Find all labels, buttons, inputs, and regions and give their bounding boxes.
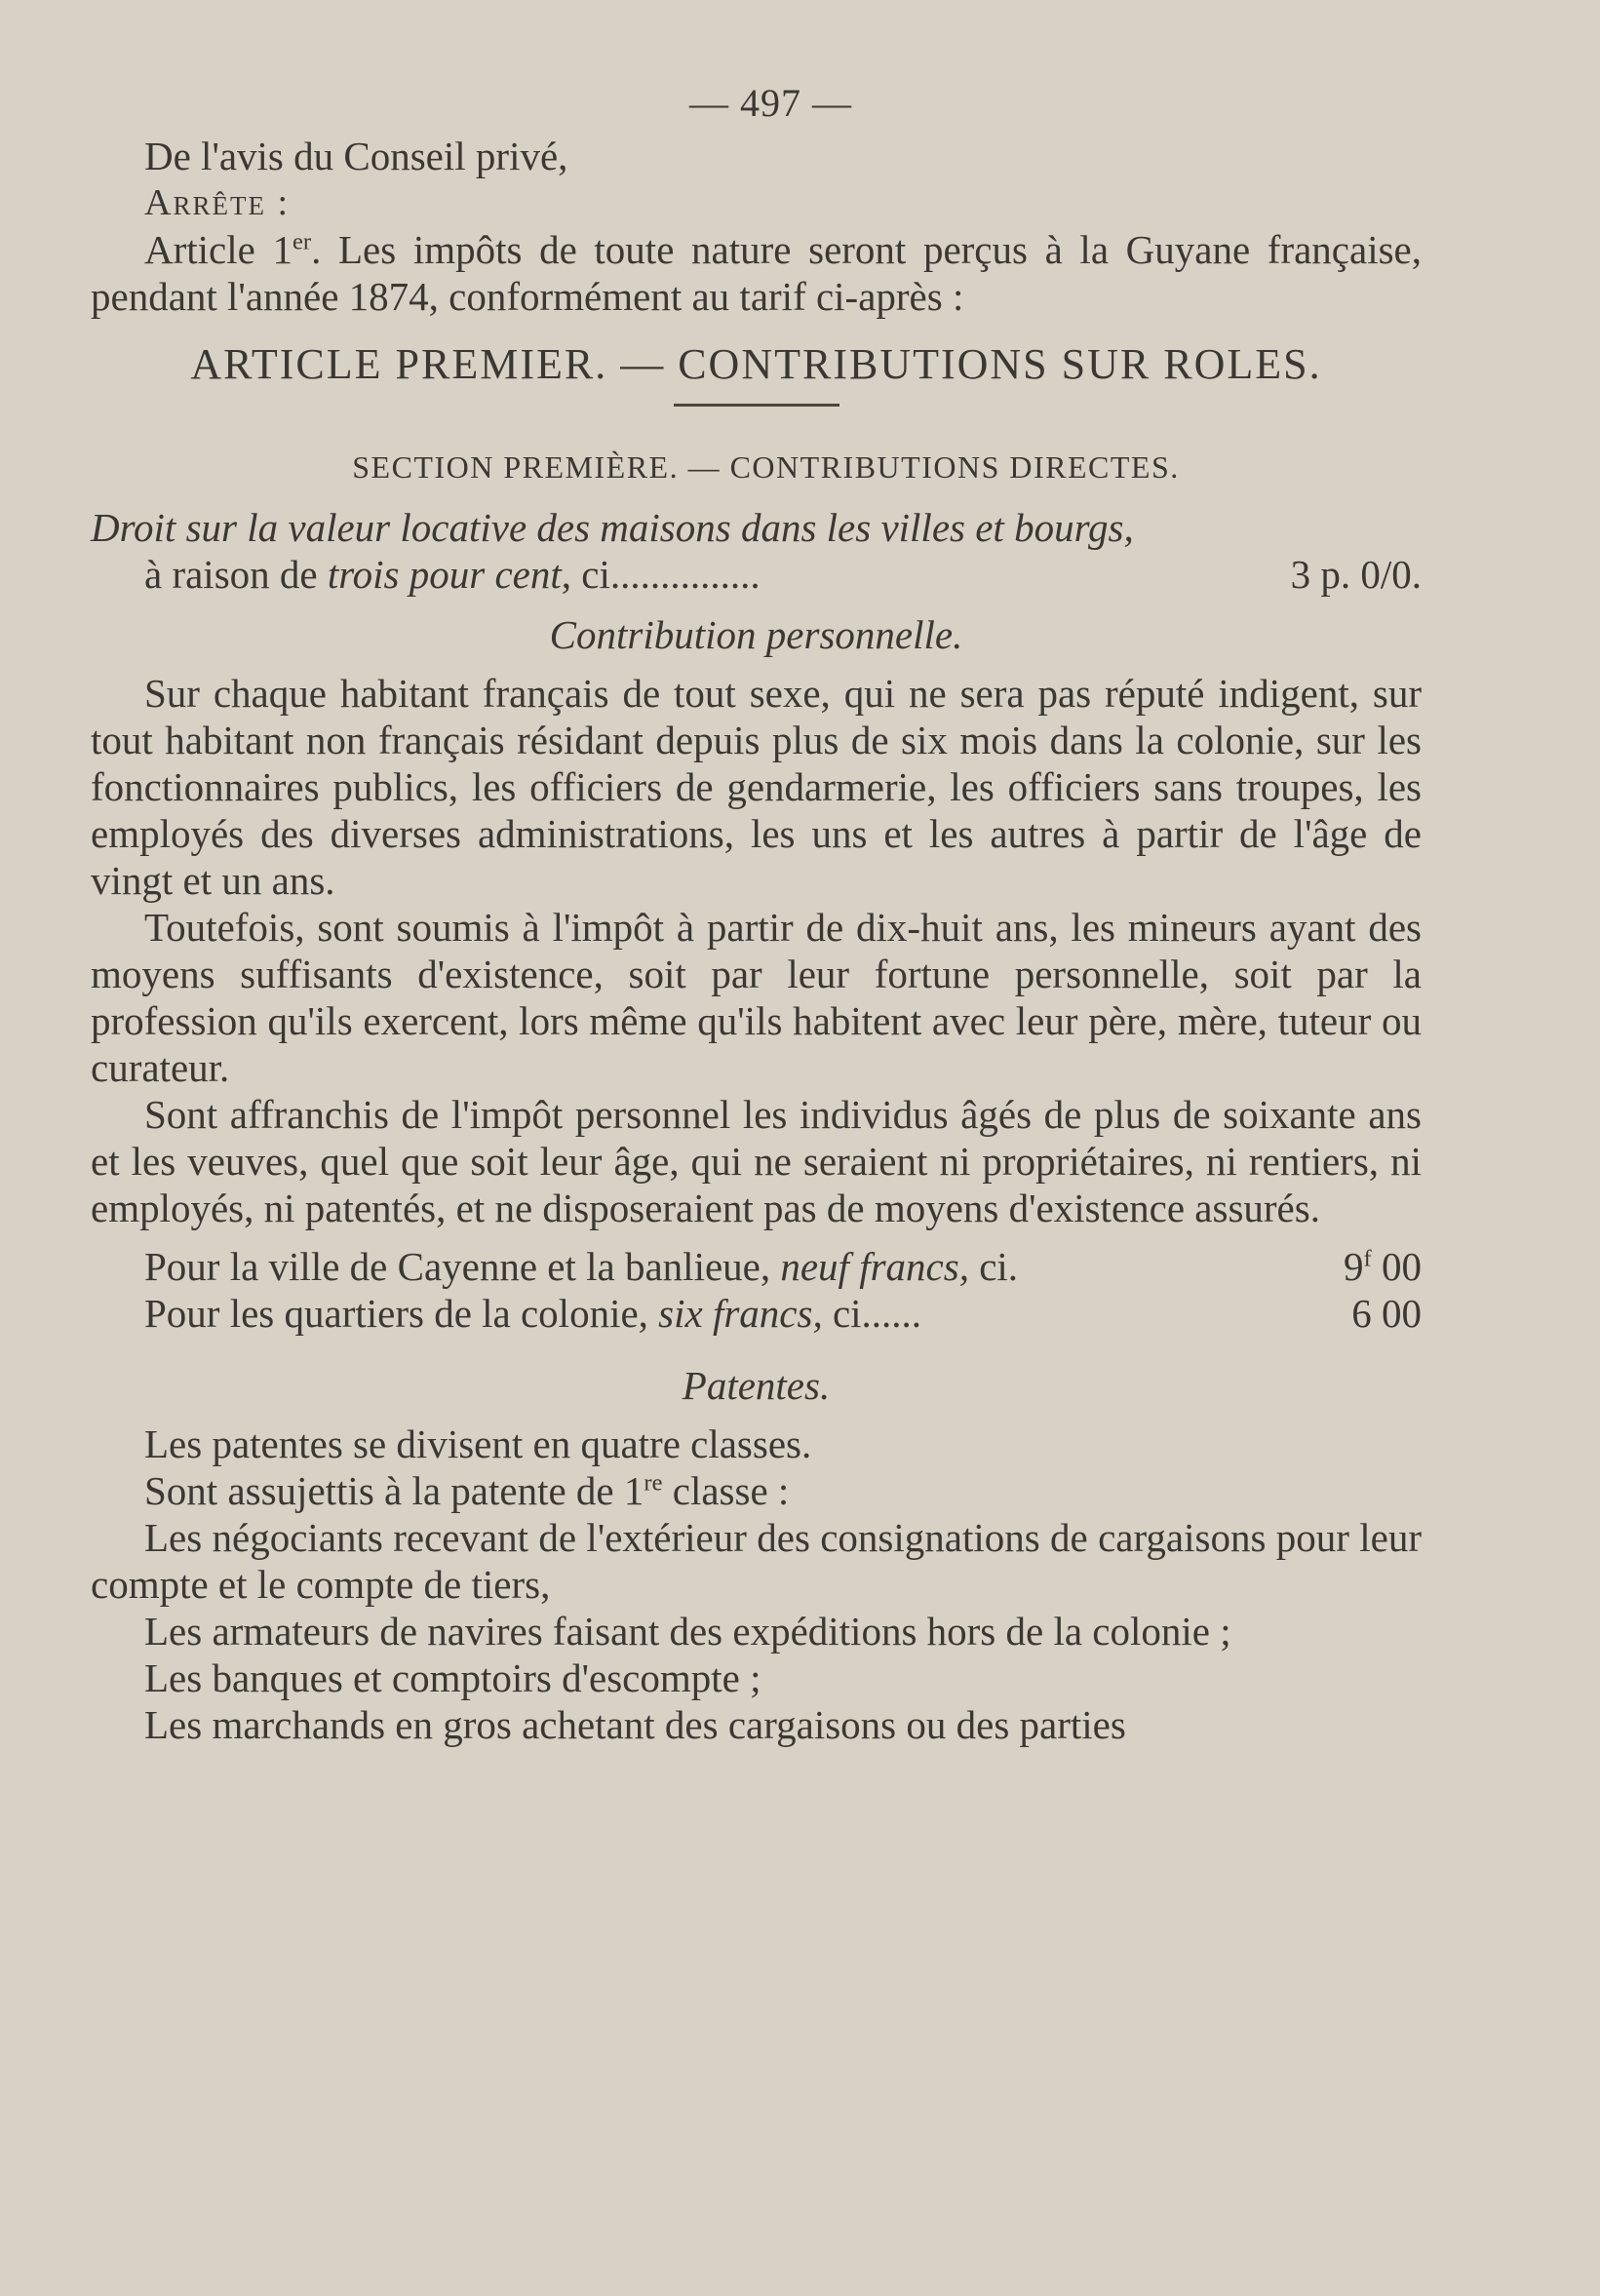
droit-line-2 <box>91 551 1422 598</box>
paragraph-3: Sont affranchis de l'impôt personnel les individus âgés de plus de soixante ans et les veuves, quel que soit leur âge, qui ne seraient ni propriétaires, ni rentiers, ni employés, ni patentés, et ne disposeraient pas de moyens d'existence assurés. <box>91 1092 1422 1230</box>
tarif-cayenne <box>91 1243 1422 1290</box>
droit-line-1: Droit sur la valeur locative des maisons dans les villes et bourgs, <box>91 505 1134 550</box>
patentes-line-3: Les négociants recevant de l'extérieur des consignations de cargaisons pour leur compte et le compte de tiers, <box>91 1515 1422 1607</box>
preamble: De l'avis du Conseil privé, <box>144 134 568 178</box>
arrete-heading: Arrête : <box>144 182 290 223</box>
section-heading: SECTION PREMIÈRE. — CONTRIBUTIONS DIRECTES. <box>352 449 1180 485</box>
patentes-line-6: Les marchands en gros achetant des cargaisons ou des parties <box>144 1702 1126 1747</box>
article-1-sup: er <box>292 228 312 255</box>
droit-value: 3 p. 0/0. <box>1290 552 1422 597</box>
article-1-paragraph <box>91 226 1422 320</box>
tarif-quartiers <box>91 1290 1422 1337</box>
page-content <box>91 80 1422 1748</box>
patentes-line-1: Les patentes se divisent en quatre classes. <box>144 1421 812 1466</box>
droit-line-2-text: à raison de trois pour cent, ci............... <box>144 552 761 597</box>
paragraph-2: Toutefois, sont soumis à l'impôt à partir de dix-huit ans, les mineurs ayant des moyens suffisants d'existence, soit par leur fortune personnelle, soit par la profession qu'ils exercent, lors même qu'ils habitent avec leur père, mère, tuteur ou curateur. <box>91 905 1422 1090</box>
patentes-line-2: Sont assujettis à la patente de 1re classe : <box>144 1468 790 1513</box>
article-1-label: Article 1 <box>144 227 293 272</box>
patentes-title: Patentes. <box>682 1363 831 1408</box>
tarif-cayenne-text: Pour la ville de Cayenne et la banlieue, neuf francs, ci. <box>144 1244 1019 1289</box>
contribution-title: Contribution personnelle. <box>549 612 963 657</box>
tarif-quartiers-text: Pour les quartiers de la colonie, six francs, ci...... <box>144 1291 922 1336</box>
page-number: — 497 — <box>689 81 852 125</box>
tarif-quartiers-value: 6 00 <box>1351 1291 1422 1336</box>
article-1-text: . Les impôts de toute nature seront perçus à la Guyane française, pendant l'année 1874, conformément au tarif ci-après : <box>91 227 1422 319</box>
patentes-line-5: Les banques et comptoirs d'escompte ; <box>144 1655 761 1700</box>
tarif-cayenne-value: 9$^f$ 00 <box>1344 1244 1422 1289</box>
patentes-line-4: Les armateurs de navires faisant des expéditions hors de la colonie ; <box>144 1609 1231 1654</box>
divider-rule <box>674 404 839 407</box>
article-heading: ARTICLE PREMIER. — CONTRIBUTIONS SUR ROLES. <box>190 340 1322 388</box>
paragraph-1: Sur chaque habitant français de tout sexe, qui ne sera pas réputé indigent, sur tout habitant non français résidant depuis plus de six mois dans la colonie, sur les fonctionnaires publics, les officiers de gendarmerie, les officiers sans troupes, les employés des diverses administrations, les uns et les autres à partir de l'âge de vingt et un ans. <box>91 671 1422 903</box>
